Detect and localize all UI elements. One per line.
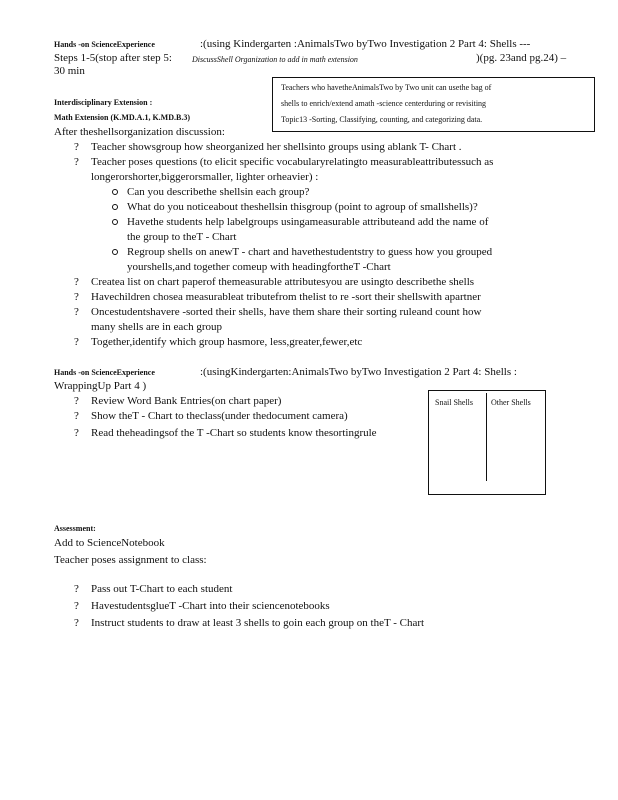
list-item: Together,identify which group hasmore, less,greater,fewer,etc	[91, 336, 363, 348]
assessment-heading: Assessment:	[54, 524, 96, 533]
list-item: Instruct students to draw at least 3 shells to goin each group on theT - Chart	[91, 617, 425, 629]
sub-question: Havethe students help labelgroups usingameasurable attributeand add the name of	[127, 216, 489, 228]
steps-text: Steps 1-5(stop after step 5:	[54, 52, 172, 64]
sub-question: What do you noticeabout theshellsin thisgroup (point to agroup of smallshells)?	[127, 201, 478, 213]
circle-bullet-icon	[112, 189, 118, 195]
sub-question-continued: the group to theT - Chart	[127, 231, 237, 243]
bullet-glyph: ?	[74, 395, 79, 407]
t-chart-divider	[486, 393, 487, 481]
callout-line: Topic13 -Sorting, Classifying, counting, and categorizing data.	[281, 115, 483, 124]
callout-box	[272, 77, 595, 132]
bullet-glyph: ?	[74, 583, 79, 595]
bullet-glyph: ?	[74, 410, 79, 422]
discuss-shell-text: DiscussShell Organization to add in math extension	[192, 55, 358, 64]
bullet-glyph: ?	[74, 156, 79, 168]
list-item: Read theheadingsof the T -Chart so students know thesortingrule	[91, 427, 377, 439]
list-item: Review Word Bank Entries(on chart paper)	[91, 395, 282, 407]
circle-bullet-icon	[112, 249, 118, 255]
t-chart-left-header: Snail Shells	[435, 398, 474, 407]
bullet-glyph: ?	[74, 617, 79, 629]
bullet-glyph: ?	[74, 291, 79, 303]
wrapping-up-text: WrappingUp Part 4 )	[54, 380, 147, 392]
list-item: Teacher poses questions (to elicit specific vocabularyrelatingto measurableattributessuch as	[91, 156, 494, 168]
list-item: Oncestudentshavere -sorted their shells, have them share their sorting ruleand count how	[91, 306, 482, 318]
list-item-continued: many shells are in each group	[91, 321, 223, 333]
list-item: Pass out T-Chart to each student	[91, 583, 233, 595]
list-item-continued: longerorshorter,biggerorsmaller, lighter orheavier) :	[91, 171, 319, 183]
sub-question: Regroup shells on anewT - chart and havethestudentstry to guess how you grouped	[127, 246, 493, 258]
interdisciplinary-heading: Interdisciplinary Extension :	[54, 98, 153, 107]
investigation-line: :(usingKindergarten:AnimalsTwo byTwo Investigation 2 Part 4: Shells :	[200, 366, 517, 378]
list-item: Havechildren chosea measurableat tributefrom thelist to re -sort their shellswith apartner	[91, 291, 481, 303]
list-item: Show theT - Chart to theclass(under thedocument camera)	[91, 410, 348, 422]
circle-bullet-icon	[112, 219, 118, 225]
t-chart-right-header: Other Shells	[491, 398, 531, 407]
hands-on-label: Hands -on ScienceExperience	[54, 368, 155, 377]
math-extension-heading: Math Extension (K.MD.A.1, K.MD.B.3)	[54, 113, 190, 122]
duration: 30 min	[54, 65, 85, 77]
t-chart	[428, 390, 546, 495]
list-item: Createa list on chart paperof themeasurable attributesyou are usingto describethe shells	[91, 276, 475, 288]
list-item: Teacher showsgroup how sheorganized her shellsinto groups using ablank T- Chart .	[91, 141, 462, 153]
hands-on-label: Hands -on ScienceExperience	[54, 40, 155, 49]
callout-line: shells to enrich/extend amath -science centerduring or revisiting	[281, 99, 487, 108]
bullet-glyph: ?	[74, 336, 79, 348]
bullet-glyph: ?	[74, 276, 79, 288]
page-reference: )(pg. 23and pg.24) –	[476, 52, 567, 64]
bullet-glyph: ?	[74, 600, 79, 612]
sub-question-continued: yourshells,and together comeup with headingfortheT -Chart	[127, 261, 391, 273]
sub-question: Can you describethe shellsin each group?	[127, 186, 310, 198]
investigation-line: :(using Kindergarten :AnimalsTwo byTwo Investigation 2 Part 4: Shells ---	[200, 38, 531, 50]
list-item: HavestudentsglueT -Chart into their sciencenotebooks	[91, 600, 330, 612]
bullet-glyph: ?	[74, 427, 79, 439]
callout-line: Teachers who havetheAnimalsTwo by Two unit can usethe bag of	[281, 83, 492, 92]
after-discussion-text: After theshellsorganization discussion:	[54, 126, 225, 138]
bullet-glyph: ?	[74, 141, 79, 153]
circle-bullet-icon	[112, 204, 118, 210]
add-to-notebook-text: Add to ScienceNotebook	[54, 537, 165, 549]
teacher-assignment-text: Teacher poses assignment to class:	[54, 554, 207, 566]
bullet-glyph: ?	[74, 306, 79, 318]
